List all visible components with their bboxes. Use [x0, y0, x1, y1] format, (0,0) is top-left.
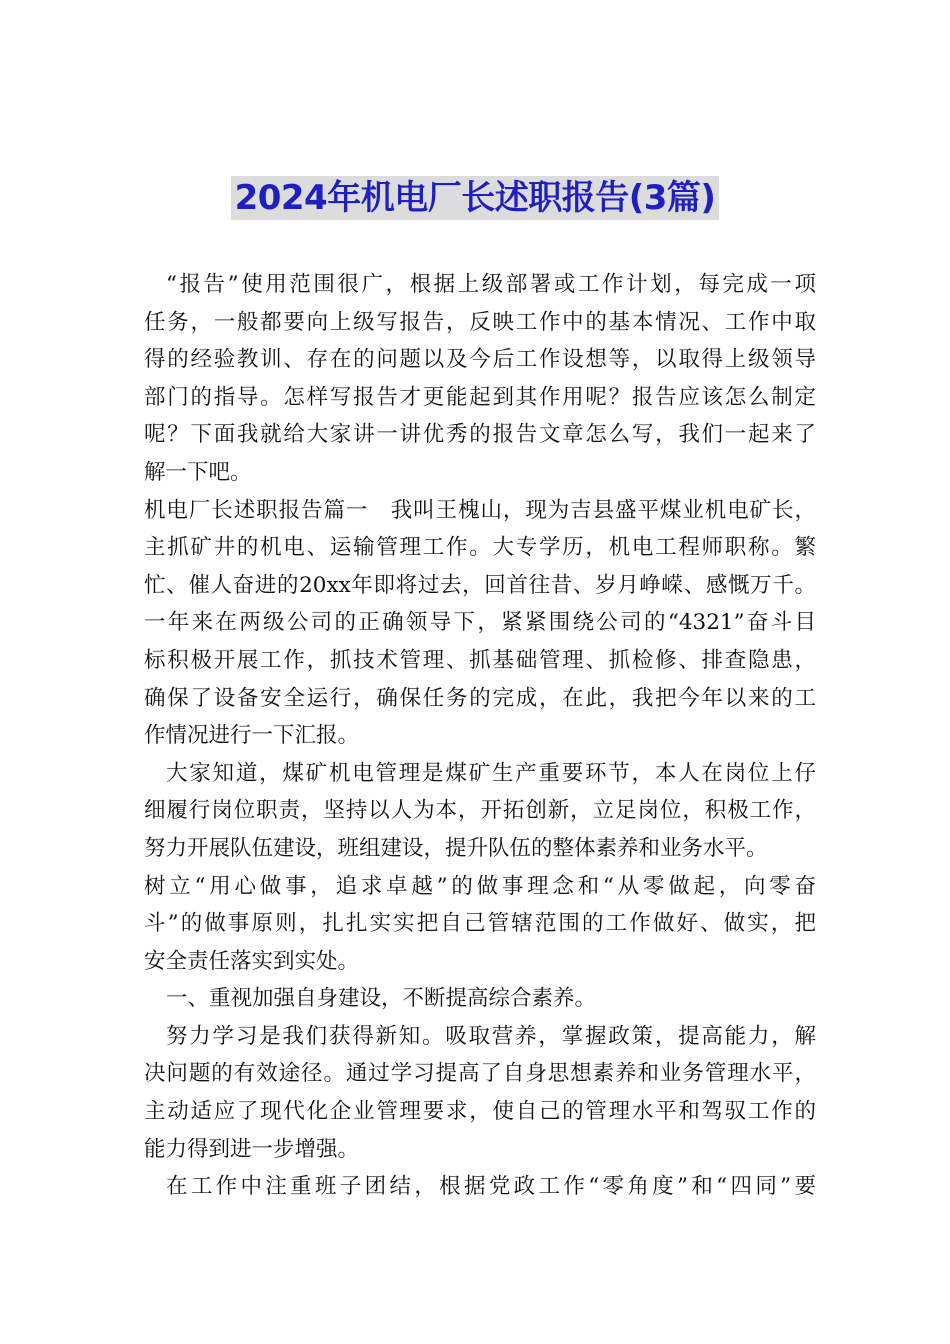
paragraph-line: “报告”使用范围很广，根据上级部署或工作计划，每完成一项	[166, 272, 816, 297]
paragraph-line: 主动适应了现代化企业管理要求，使自己的管理水平和驾驭工作的	[144, 1099, 816, 1125]
paragraph-line: 忙、催人奋进的20xx年即将过去，回首往昔、岁月峥嵘、感慨万千。	[144, 572, 816, 598]
paragraph-line: 呢？下面我就给大家讲一讲优秀的报告文章怎么写，我们一起来了	[144, 422, 816, 448]
paragraph-line: 作情况进行一下汇报。	[144, 723, 360, 749]
paragraph-line: 努力学习是我们获得新知。吸取营养，掌握政策，提高能力，解	[166, 1023, 816, 1049]
paragraph-line: 解一下吧。	[144, 459, 252, 485]
paragraph-line: 大家知道，煤矿机电管理是煤矿生产重要环节，本人在岗位上仔	[166, 760, 816, 786]
paragraph-line: 细履行岗位职责，坚持以人为本，开拓创新，立足岗位，积极工作，	[144, 798, 816, 824]
document-body	[144, 266, 816, 1206]
paragraph-line: 一年来在两级公司的正确领导下，紧紧围绕公司的“4321”奋斗目	[144, 610, 816, 636]
paragraph-line: 标积极开展工作，抓技术管理、抓基础管理、抓检修、排查隐患，	[144, 647, 816, 673]
paragraph-line: 树立“用心做事，追求卓越”的做事理念和“从零做起，向零奋	[144, 873, 816, 899]
paragraph-line: 得的经验教训、存在的问题以及今后工作设想等，以取得上级领导	[144, 347, 816, 373]
paragraph-line: 主抓矿井的机电、运输管理工作。大专学历，机电工程师职称。繁	[144, 535, 816, 561]
paragraph-line: 确保了设备安全运行，确保任务的完成，在此，我把今年以来的工	[144, 685, 816, 711]
paragraph-line: 安全责任落实到实处。	[144, 948, 360, 974]
paragraph-line: 决问题的有效途径。通过学习提高了自身思想素养和业务管理水平，	[144, 1061, 816, 1087]
paragraph-line: 能力得到进一步增强。	[144, 1136, 360, 1162]
paragraph-line: 斗”的做事原则，扎扎实实把自己管辖范围的工作做好、做实，把	[144, 911, 816, 937]
document-title: 2024年机电厂长述职报告(3篇)	[231, 176, 720, 220]
paragraph-line: 部门的指导。怎样写报告才更能起到其作用呢？报告应该怎么制定	[144, 384, 816, 410]
paragraph-line: 努力开展队伍建设，班组建设，提升队伍的整体素养和业务水平。	[144, 835, 768, 861]
paragraph-line: 机电厂长述职报告篇一 我叫王槐山，现为吉县盛平煤业机电矿长，	[144, 497, 816, 523]
paragraph-line: 在工作中注重班子团结，根据党政工作“零角度”和“四同”要	[166, 1174, 816, 1200]
section-heading: 一、重视加强自身建设，不断提高综合素养。	[166, 986, 597, 1012]
title-container	[0, 176, 950, 220]
paragraph-line: 任务，一般都要向上级写报告，反映工作中的基本情况、工作中取	[144, 309, 816, 335]
